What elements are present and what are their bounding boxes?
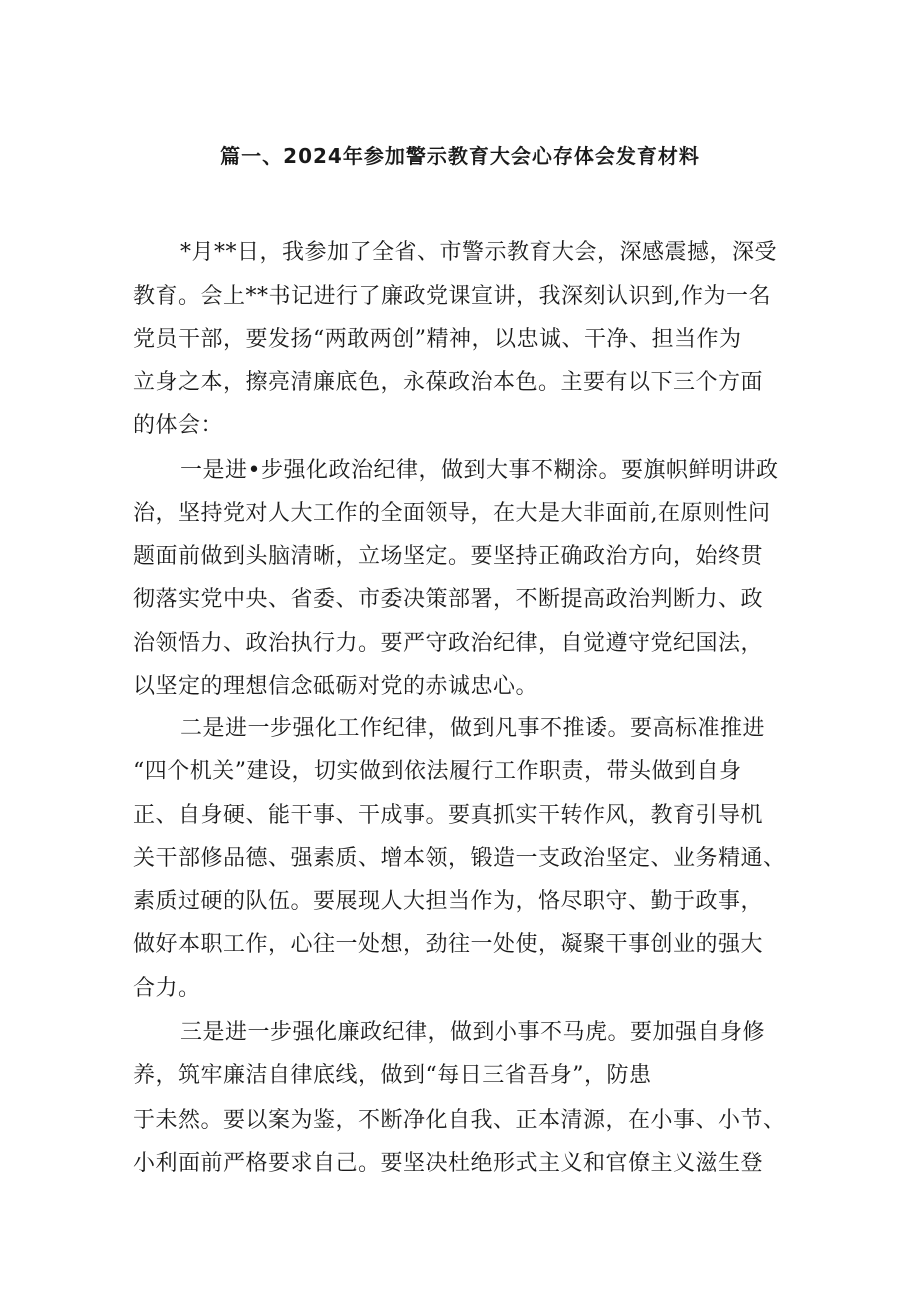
paragraph-line: 合力。: [133, 976, 201, 1001]
paragraph-line: 以坚定的理想信念砥砺对党的赤诚忠心。: [133, 674, 539, 699]
paragraph-line: 素质过硬的队伍。要展现人大担当作为，恪尽职守、勤于政事，: [133, 889, 764, 914]
paragraph-line: 治，坚持党对人大工作的全面领导，在大是大非面前,在原则性问: [133, 501, 771, 526]
paragraph-line: 立身之本，擦亮清廉底色，永葆政治本色。主要有以下三个方面: [133, 370, 764, 395]
paragraph-line: 题面前做到头脑清晰，立场坚定。要坚持正确政治方向，始终贯: [133, 544, 764, 569]
paragraph-line: 关干部修品德、强素质、增本领，锻造一支政治坚定、业务精通、: [133, 846, 786, 871]
paragraph-line: 小利面前严格要求自己。要坚决杜绝形式主义和官僚主义滋生登: [133, 1151, 764, 1176]
paragraph-line: 养，筑牢廉洁自律底线，做到“每日三省吾身”，防患: [133, 1063, 652, 1088]
paragraph-line: 三是进一步强化廉政纪律，做到小事不马虎。要加强自身修: [180, 1020, 766, 1045]
paragraph-line: 一是进•步强化政治纪律，做到大事不糊涂。要旗帜鲜明讲政: [180, 458, 779, 483]
paragraph-line: 做好本职工作，心往一处想，劲往一处使，凝聚干事创业的强大: [133, 932, 764, 957]
paragraph-line: 党员干部，要发扬“两敢两创”精神，以忠诚、干净、担当作为: [133, 327, 742, 352]
paragraph-line: 二是进一步强化工作纪律，做到凡事不推诿。要高标准推进: [180, 716, 766, 741]
paragraph-line: “四个机关”建设，切实做到依法履行工作职责，带头做到自身: [133, 759, 742, 784]
paragraph-line: 彻落实党中央、省委、市委决策部署，不断提高政治判断力、政: [133, 587, 764, 612]
paragraph-line: 正、自身硬、能干事、干成事。要真抓实干转作风，教育引导机: [133, 803, 764, 828]
document-title: 篇一、2024年参加警示教育大会心存体会发育材料: [220, 144, 700, 168]
paragraph-line: *月**日，我参加了全省、市警示教育大会，深感震撼，深受: [180, 240, 778, 265]
paragraph-line: 教育。会上**书记进行了廉政党课宣讲，我深刻认识到,作为一名: [133, 284, 771, 309]
paragraph-line: 治领悟力、政治执行力。要严守政治纪律，自觉遵守党纪国法，: [133, 631, 764, 656]
paragraph-line: 的体会：: [133, 413, 224, 438]
paragraph-line: 于未然。要以案为鉴，不断净化自我、正本清源，在小事、小节、: [133, 1108, 786, 1133]
